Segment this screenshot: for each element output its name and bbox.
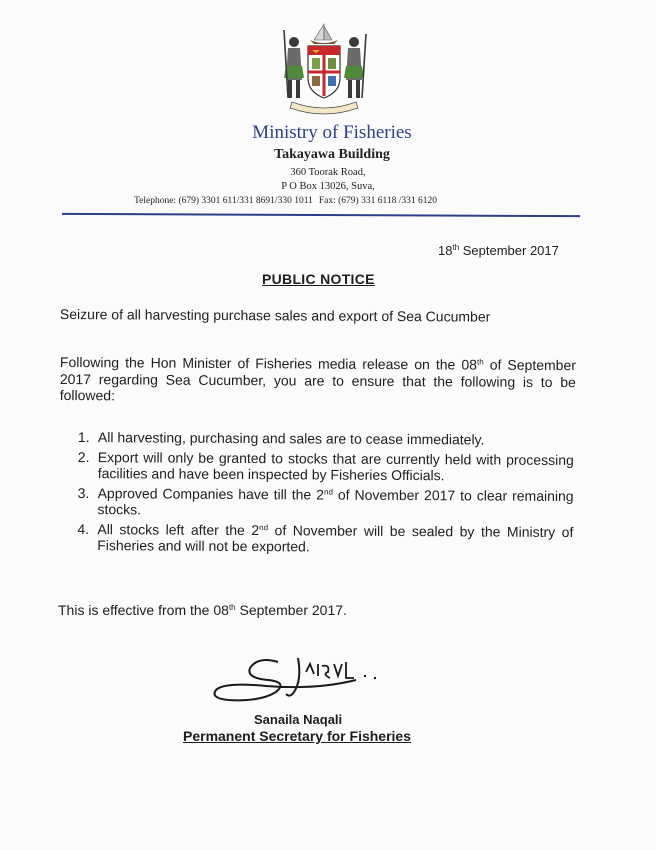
- notice-date: 18th September 2017: [438, 243, 559, 258]
- fiji-coat-of-arms-icon: [276, 20, 372, 120]
- fax-numbers: Fax: (679) 331 6118 /331 6120: [318, 196, 437, 206]
- notice-list: [77, 429, 574, 560]
- address-line-1: 360 Toorak Road,: [290, 167, 366, 178]
- list-item: 4. All stocks left after the 2nd of November will be sealed by the Ministry of Fisheries and will not be exported.: [77, 520, 574, 555]
- notice-intro: Following the Hon Minister of Fisheries media release on the 08th of September 2017 regarding Sea Cucumber, you are to ensure that the following is to be followed:: [59, 354, 577, 404]
- building-name: Takayawa Building: [274, 147, 390, 162]
- list-item: 3. Approved Companies have till the 2nd of November 2017 to clear remaining stocks.: [77, 484, 574, 518]
- notice-title: PUBLIC NOTICE: [262, 271, 375, 287]
- contact-line: [134, 196, 437, 206]
- list-item: 1. All harvesting, purchasing and sales are to cease immediately.: [77, 429, 485, 448]
- ministry-name: Ministry of Fisheries: [252, 122, 412, 143]
- signatory-name: Sanaila Naqali: [254, 712, 343, 727]
- effective-date-statement: This is effective from the 08th September 2017.: [58, 602, 347, 618]
- address-line-2: P O Box 13026, Suva,: [281, 181, 375, 192]
- notice-subject: Seizure of all harvesting purchase sales and export of Sea Cucumber: [59, 306, 491, 325]
- signatory-title: Permanent Secretary for Fisheries: [183, 728, 411, 744]
- telephone-numbers: Telephone: (679) 3301 611/331 8691/330 1011: [134, 196, 313, 206]
- list-item: 2. Export will only be granted to stocks that are currently held with processing facilities and have been inspected by Fisheries Officials.: [77, 448, 574, 484]
- handwritten-signature-icon: [206, 650, 416, 710]
- letterhead-divider: [62, 213, 580, 217]
